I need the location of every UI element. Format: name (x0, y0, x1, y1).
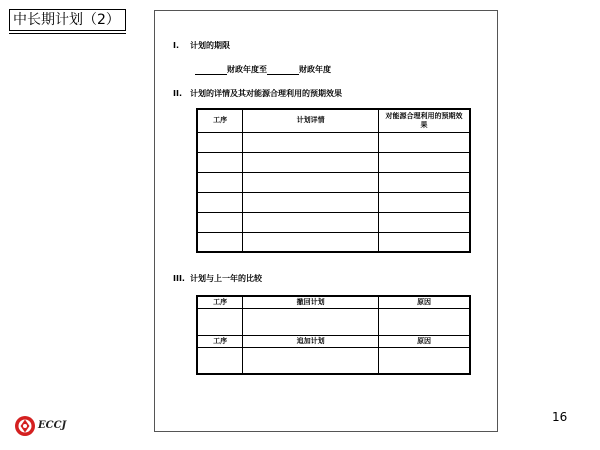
table-row (197, 192, 470, 212)
document-page (154, 10, 498, 432)
eccj-logo (14, 415, 94, 437)
section-2-number: II. (173, 89, 182, 98)
header-reason: 原因 (379, 296, 470, 308)
fiscal-year-to: 财政年度至 (227, 65, 267, 74)
header-plan-details: 计划详情 (243, 109, 379, 132)
table-cell (379, 212, 470, 232)
table-cell (197, 232, 243, 252)
table-cell (243, 172, 379, 192)
fiscal-year-end: 财政年度 (299, 65, 331, 74)
section-1-title: 计划的期限 (190, 41, 230, 50)
table-cell (379, 347, 470, 374)
header-withdrawn-plan: 撤回计划 (243, 296, 379, 308)
logo-text: ECCJ (38, 420, 67, 431)
table-cell (243, 152, 379, 172)
table-cell (197, 132, 243, 152)
table-cell (197, 152, 243, 172)
table-cell (379, 152, 470, 172)
table-row (197, 132, 470, 152)
table-cell (243, 308, 379, 335)
table-cell (197, 192, 243, 212)
withdrawn-header-row (197, 296, 470, 308)
table-cell (379, 232, 470, 252)
table-row (197, 232, 470, 252)
table-cell (197, 308, 243, 335)
start-year-blank (195, 66, 227, 75)
table-cell (243, 232, 379, 252)
table-cell (197, 172, 243, 192)
section-1-heading (173, 40, 230, 51)
table-row (197, 152, 470, 172)
table-cell (379, 308, 470, 335)
table-header-row (197, 109, 470, 132)
title-underline (9, 33, 126, 34)
section-2-title: 计划的详情及其对能源合理利用的预期效果 (190, 89, 342, 98)
slide-title: 中长期计划（2） (9, 9, 126, 31)
page-number: 16 (552, 410, 568, 424)
table-cell (379, 192, 470, 212)
comparison-table (196, 295, 471, 375)
section-1-number: I. (173, 41, 180, 50)
header-reason: 原因 (379, 335, 470, 347)
table-cell (197, 347, 243, 374)
header-expected-effect: 对能源合理利用的预期效果 (379, 109, 470, 132)
section-2-heading (173, 88, 342, 99)
header-added-plan: 追加计划 (243, 335, 379, 347)
table-cell (197, 212, 243, 232)
header-process: 工序 (197, 109, 243, 132)
header-process: 工序 (197, 335, 243, 347)
plan-details-table (196, 108, 471, 253)
section-3-title: 计划与上一年的比较 (190, 274, 262, 283)
table-row (197, 212, 470, 232)
plan-period-line (195, 64, 331, 75)
end-year-blank (267, 66, 299, 75)
table-cell (243, 192, 379, 212)
table-row (197, 347, 470, 374)
section-3-heading (173, 273, 262, 284)
table-cell (379, 172, 470, 192)
added-header-row (197, 335, 470, 347)
table-cell (243, 212, 379, 232)
section-3-number: III. (173, 274, 185, 283)
table-cell (243, 347, 379, 374)
table-row (197, 172, 470, 192)
table-row (197, 308, 470, 335)
table-cell (379, 132, 470, 152)
eccj-emblem-icon (14, 415, 36, 437)
table-cell (243, 132, 379, 152)
header-process: 工序 (197, 296, 243, 308)
